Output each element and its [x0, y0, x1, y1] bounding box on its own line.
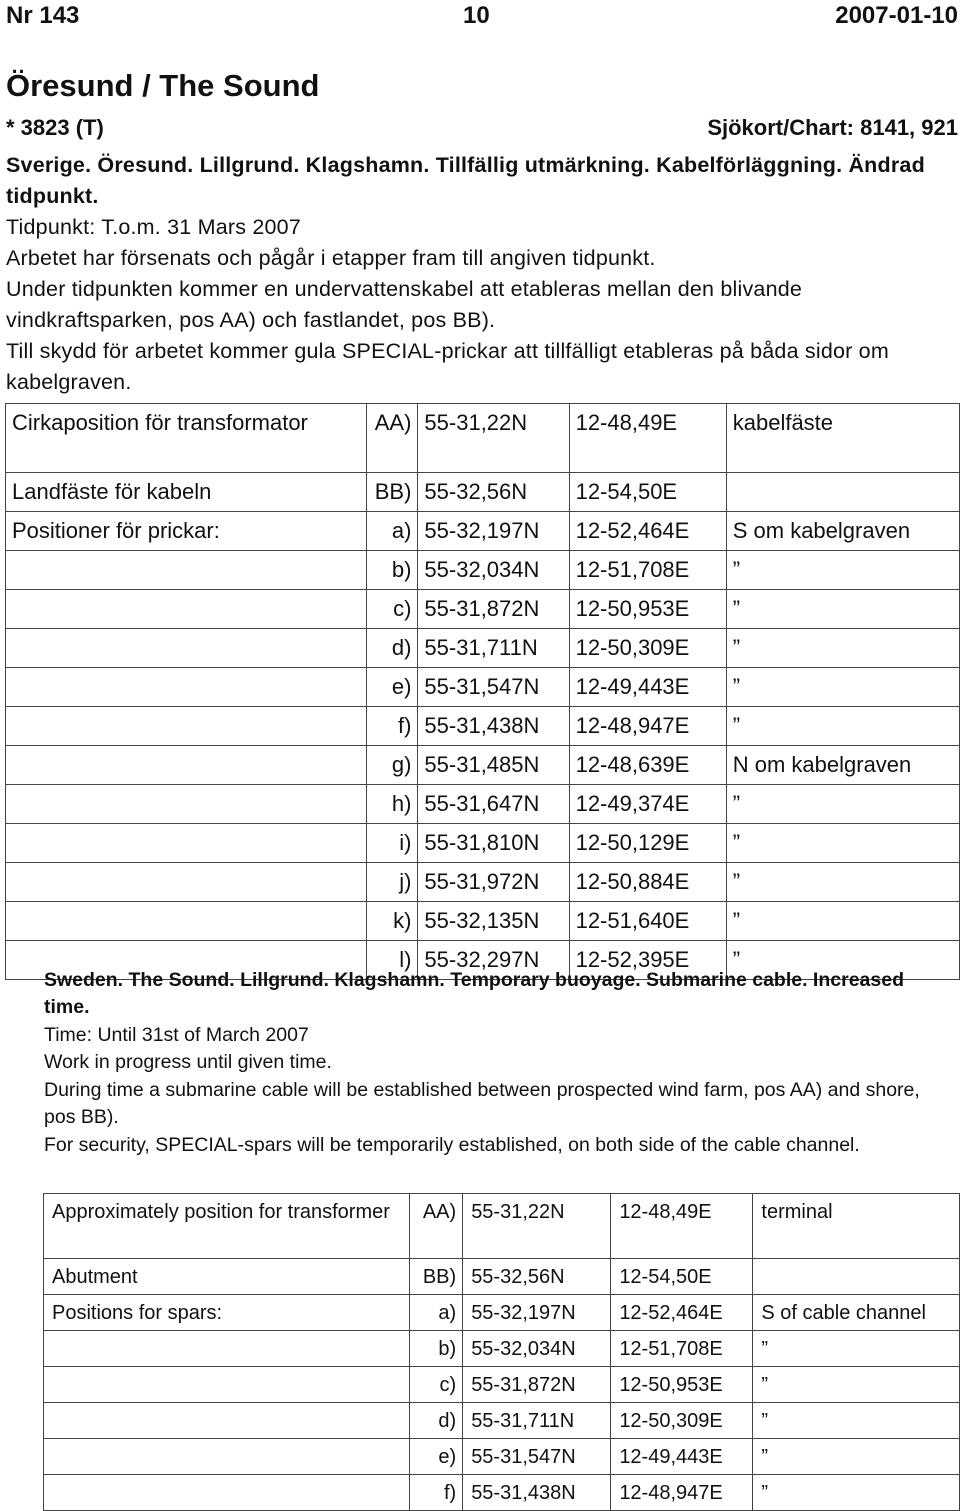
table-row: [6, 668, 960, 707]
latitude-cell: 55-31,438N: [418, 707, 569, 746]
row-label-cell: Positions for spars:: [44, 1295, 410, 1331]
row-label-cell: Landfäste för kabeln: [6, 473, 367, 512]
remark-cell: ”: [726, 629, 959, 668]
position-id-cell: d): [409, 1403, 462, 1439]
position-id-cell: AA): [367, 404, 418, 473]
longitude-cell: 12-51,640E: [569, 902, 726, 941]
longitude-cell: 12-51,708E: [611, 1331, 753, 1367]
latitude-cell: 55-32,135N: [418, 902, 569, 941]
latitude-cell: 55-32,56N: [418, 473, 569, 512]
position-id-cell: l): [367, 941, 418, 980]
issue-number: Nr 143: [6, 2, 80, 29]
page-header: [0, 0, 960, 34]
longitude-cell: 12-50,953E: [569, 590, 726, 629]
latitude-cell: 55-31,22N: [463, 1194, 611, 1259]
remark-cell: N om kabelgraven: [726, 746, 959, 785]
chart-reference: [6, 115, 958, 141]
latitude-cell: 55-31,485N: [418, 746, 569, 785]
row-label-cell: [6, 590, 367, 629]
page-number: 10: [463, 2, 490, 29]
row-label-cell: [6, 707, 367, 746]
row-label-cell: [44, 1367, 410, 1403]
latitude-cell: 55-31,547N: [463, 1439, 611, 1475]
table-row: [44, 1331, 960, 1367]
latitude-cell: 55-31,972N: [418, 863, 569, 902]
table-row: [6, 785, 960, 824]
position-id-cell: j): [367, 863, 418, 902]
remark-cell: ”: [726, 785, 959, 824]
row-label-cell: [6, 785, 367, 824]
table-row: [6, 551, 960, 590]
longitude-cell: 12-49,443E: [569, 668, 726, 707]
longitude-cell: 12-51,708E: [569, 551, 726, 590]
longitude-cell: 12-48,639E: [569, 746, 726, 785]
remark-cell: ”: [726, 707, 959, 746]
remark-cell: ”: [753, 1367, 960, 1403]
longitude-cell: 12-54,50E: [569, 473, 726, 512]
latitude-cell: 55-31,22N: [418, 404, 569, 473]
latitude-cell: 55-32,197N: [463, 1295, 611, 1331]
table-row: [6, 863, 960, 902]
position-id-cell: k): [367, 902, 418, 941]
table-row: [6, 404, 960, 473]
latitude-cell: 55-31,872N: [463, 1367, 611, 1403]
remark-cell: ”: [726, 941, 959, 980]
row-label-cell: [6, 746, 367, 785]
position-id-cell: g): [367, 746, 418, 785]
longitude-cell: 12-48,49E: [611, 1194, 753, 1259]
table-row: [6, 902, 960, 941]
table-row: [44, 1439, 960, 1475]
remark-cell: ”: [726, 863, 959, 902]
longitude-cell: 12-52,395E: [569, 941, 726, 980]
remark-cell: S om kabelgraven: [726, 512, 959, 551]
position-id-cell: f): [409, 1475, 462, 1511]
remark-cell: ”: [753, 1331, 960, 1367]
table-row: [6, 707, 960, 746]
row-label-cell: [44, 1403, 410, 1439]
english-line: During time a submarine cable will be established between prospected wind farm, pos AA) and shore, pos BB).: [44, 1078, 920, 1129]
table-row: [6, 746, 960, 785]
position-id-cell: b): [409, 1331, 462, 1367]
notice-reference: * 3823 (T): [6, 115, 104, 140]
row-label-cell: [6, 824, 367, 863]
table-row: [6, 512, 960, 551]
latitude-cell: 55-32,034N: [418, 551, 569, 590]
position-id-cell: AA): [409, 1194, 462, 1259]
longitude-cell: 12-50,129E: [569, 824, 726, 863]
longitude-cell: 12-50,884E: [569, 863, 726, 902]
longitude-cell: 12-52,464E: [611, 1295, 753, 1331]
row-label-cell: [6, 551, 367, 590]
remark-cell: kabelfäste: [726, 404, 959, 473]
position-id-cell: d): [367, 629, 418, 668]
longitude-cell: 12-48,947E: [569, 707, 726, 746]
remark-cell: ”: [726, 668, 959, 707]
row-label-cell: [44, 1331, 410, 1367]
table-row: [44, 1295, 960, 1331]
row-label-cell: Positioner för prickar:: [6, 512, 367, 551]
longitude-cell: 12-49,443E: [611, 1439, 753, 1475]
row-label-cell: [44, 1475, 410, 1511]
remark-cell: [726, 473, 959, 512]
remark-cell: ”: [753, 1475, 960, 1511]
swedish-line: Under tidpunkten kommer en undervattenskabel att etableras mellan den blivande vindkraftsparken, pos AA) och fastlandet, pos BB).: [6, 277, 803, 332]
row-label-cell: [44, 1439, 410, 1475]
remark-cell: ”: [753, 1439, 960, 1475]
position-id-cell: a): [367, 512, 418, 551]
longitude-cell: 12-50,309E: [611, 1403, 753, 1439]
english-line: Time: Until 31st of March 2007: [44, 1024, 309, 1046]
latitude-cell: 55-32,197N: [418, 512, 569, 551]
latitude-cell: 55-31,711N: [418, 629, 569, 668]
remark-cell: ”: [726, 551, 959, 590]
swedish-line: Till skydd för arbetet kommer gula SPECIAL-prickar att tillfälligt etableras på båda sidor om kabelgraven.: [6, 339, 889, 394]
row-label-cell: Cirkaposition för transformator: [6, 404, 367, 473]
table-row: [44, 1475, 960, 1511]
table-row: [44, 1403, 960, 1439]
swedish-body: [6, 212, 951, 398]
row-label-cell: [6, 863, 367, 902]
latitude-cell: 55-31,438N: [463, 1475, 611, 1511]
latitude-cell: 55-31,711N: [463, 1403, 611, 1439]
longitude-cell: 12-50,309E: [569, 629, 726, 668]
area-title: Öresund / The Sound: [6, 68, 320, 103]
latitude-cell: 55-32,56N: [463, 1259, 611, 1295]
english-position-table: [43, 1193, 960, 1511]
latitude-cell: 55-32,034N: [463, 1331, 611, 1367]
latitude-cell: 55-31,547N: [418, 668, 569, 707]
issue-date: 2007-01-10: [835, 2, 958, 29]
latitude-cell: 55-32,297N: [418, 941, 569, 980]
remark-cell: ”: [726, 902, 959, 941]
remark-cell: S of cable channel: [753, 1295, 960, 1331]
chart-numbers: Sjökort/Chart: 8141, 921: [707, 115, 958, 140]
row-label-cell: [6, 668, 367, 707]
swedish-line: Tidpunkt: T.o.m. 31 Mars 2007: [6, 215, 302, 239]
position-id-cell: a): [409, 1295, 462, 1331]
remark-cell: [753, 1259, 960, 1295]
longitude-cell: 12-50,953E: [611, 1367, 753, 1403]
longitude-cell: 12-48,947E: [611, 1475, 753, 1511]
swedish-position-table: [5, 403, 960, 980]
row-label-cell: Abutment: [44, 1259, 410, 1295]
position-id-cell: c): [367, 590, 418, 629]
position-id-cell: BB): [367, 473, 418, 512]
longitude-cell: 12-54,50E: [611, 1259, 753, 1295]
position-id-cell: i): [367, 824, 418, 863]
latitude-cell: 55-31,810N: [418, 824, 569, 863]
longitude-cell: 12-49,374E: [569, 785, 726, 824]
swedish-line: Arbetet har försenats och pågår i etapper fram till angiven tidpunkt.: [6, 246, 656, 270]
row-label-cell: [6, 629, 367, 668]
longitude-cell: 12-48,49E: [569, 404, 726, 473]
row-label-cell: Approximately position for transformer: [44, 1194, 410, 1259]
table-row: [44, 1367, 960, 1403]
latitude-cell: 55-31,647N: [418, 785, 569, 824]
remark-cell: ”: [753, 1403, 960, 1439]
remark-cell: ”: [726, 824, 959, 863]
swedish-heading: Sverige. Öresund. Lillgrund. Klagshamn. Tillfällig utmärkning. Kabelförläggning. Ändrad tidpunkt.: [6, 153, 925, 208]
english-line: For security, SPECIAL-spars will be temporarily established, on both side of the cable channel.: [44, 1133, 860, 1156]
table-row: [6, 824, 960, 863]
table-row: [44, 1194, 960, 1259]
latitude-cell: 55-31,872N: [418, 590, 569, 629]
remark-cell: ”: [726, 590, 959, 629]
longitude-cell: 12-52,464E: [569, 512, 726, 551]
table-row: [6, 473, 960, 512]
row-label-cell: [6, 902, 367, 941]
english-line: Work in progress until given time.: [44, 1051, 332, 1074]
position-id-cell: h): [367, 785, 418, 824]
position-id-cell: c): [409, 1367, 462, 1403]
position-id-cell: e): [367, 668, 418, 707]
english-heading: Sweden. The Sound. Lillgrund. Klagshamn. Temporary buoyage. Submarine cable. Increased time.: [44, 969, 904, 1019]
table-row: [6, 629, 960, 668]
table-row: [6, 590, 960, 629]
remark-cell: terminal: [753, 1194, 960, 1259]
table-row: [44, 1259, 960, 1295]
position-id-cell: f): [367, 707, 418, 746]
position-id-cell: b): [367, 551, 418, 590]
position-id-cell: e): [409, 1439, 462, 1475]
english-body: [44, 1022, 944, 1159]
position-id-cell: BB): [409, 1259, 462, 1295]
